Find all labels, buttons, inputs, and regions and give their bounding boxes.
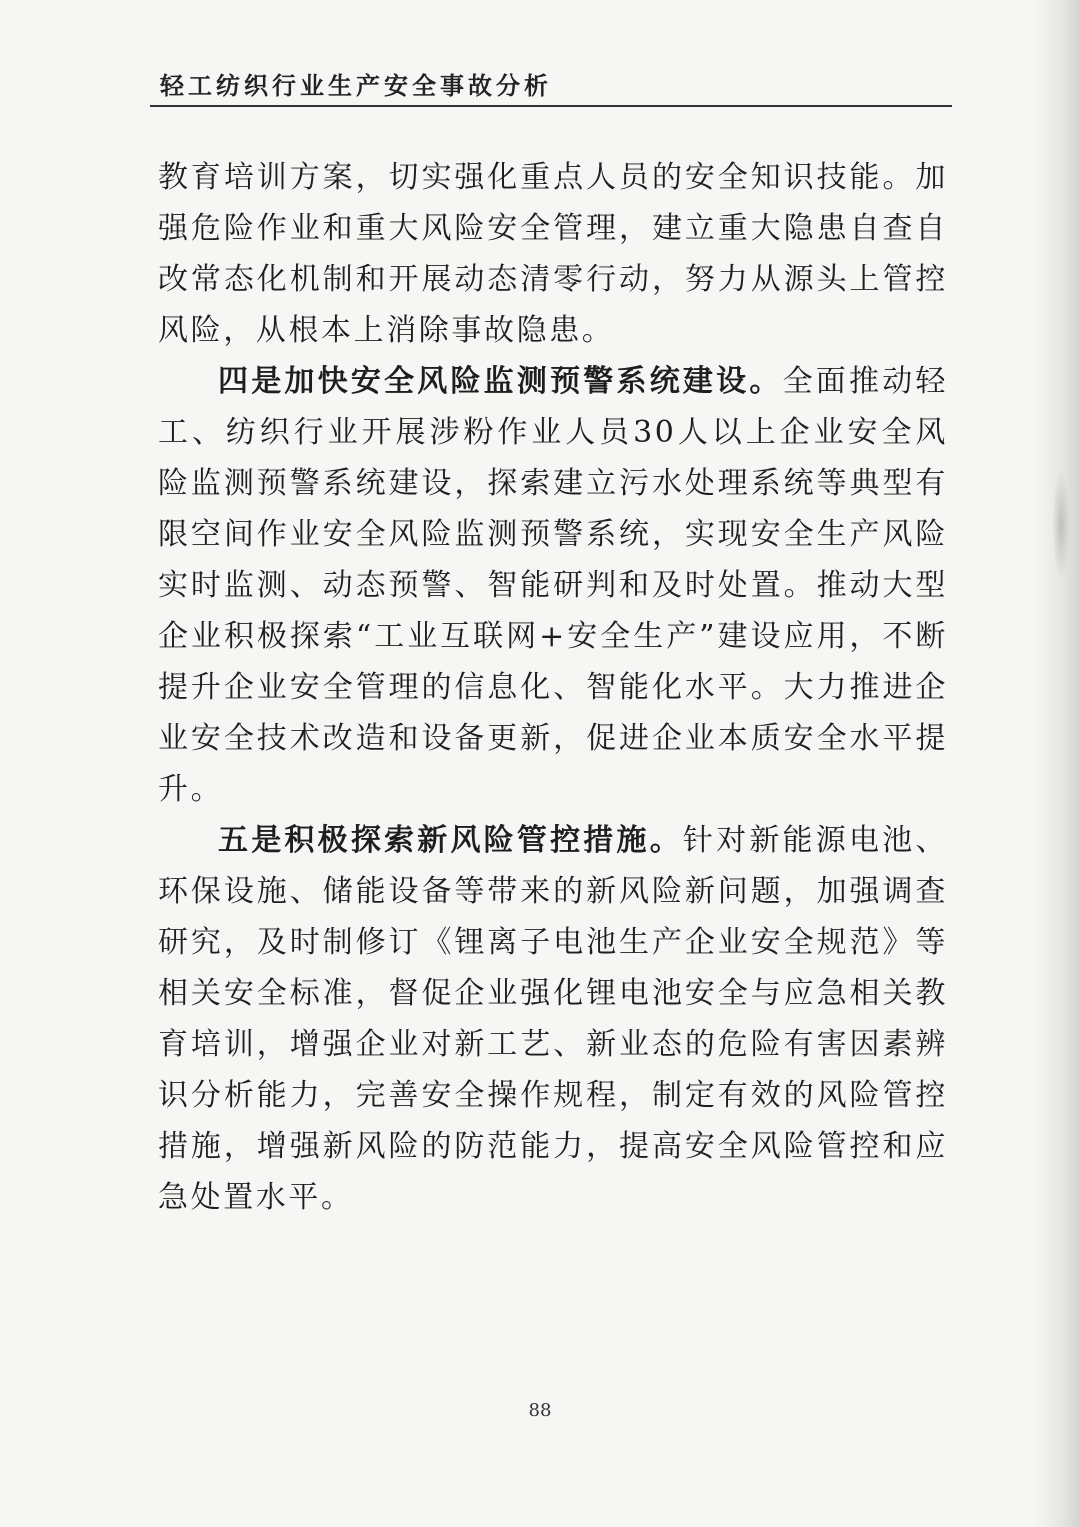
paragraph-text: 教育培训方案，切实强化重点人员的安全知识技能。加强危险作业和重大风险安全管理，建立重大隐患自查自改常态化机制和开展动态清零行动，努力从源头上管控风险，从根本上消除事故隐患。 [158, 160, 948, 348]
paragraph-item-five [158, 815, 948, 1223]
paragraph-item-four [158, 356, 948, 815]
page-number: 88 [528, 1400, 552, 1421]
paragraph-text: 针对新能源电池、环保设施、储能设备等带来的新风险新问题，加强调查研究，及时制修订《锂离子电池生产企业安全规范》等相关安全标准，督促企业强化锂电池安全与应急相关教育培训，增强企业对新工艺、新业态的危险有害因素辨识分析能力，完善安全操作规程，制定有效的风险管控措施，增强新风险的防范能力，提高安全风险管控和应急处置水平。 [158, 823, 948, 1215]
scan-smudge [1052, 470, 1070, 580]
body-text [158, 152, 948, 1223]
paragraph-continuation [158, 152, 948, 356]
scan-edge-shadow [1034, 0, 1080, 1527]
paragraph-text: 全面推动轻工、纺织行业开展涉粉作业人员30人以上企业安全风险监测预警系统建设，探索建立污水处理系统等典型有限空间作业安全风险监测预警系统，实现安全生产风险实时监测、动态预警、智能研判和及时处置。推动大型企业积极探索“工业互联网+安全生产”建设应用，不断提升企业安全管理的信息化、智能化水平。大力推进企业安全技术改造和设备更新，促进企业本质安全水平提升。 [158, 364, 948, 807]
header-rule [150, 105, 952, 107]
paragraph-lead: 五是积极探索新风险管控措施。 [218, 823, 683, 858]
paragraph-lead: 四是加快安全风险监测预警系统建设。 [218, 364, 783, 399]
running-header: 轻工纺织行业生产安全事故分析 [160, 71, 552, 100]
